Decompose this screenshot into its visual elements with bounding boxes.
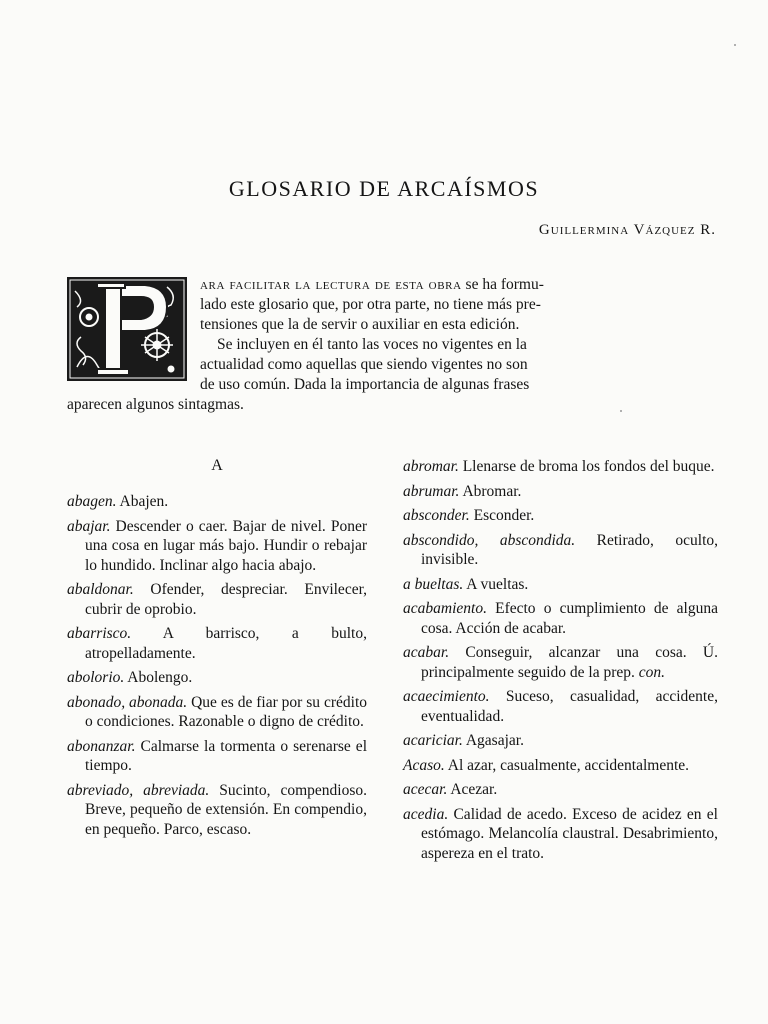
- intro-line-2: lado este glosario que, por otra parte, no tiene más pre-: [200, 296, 541, 313]
- entry-definition: A vueltas.: [463, 575, 529, 593]
- entry-definition: Ofender, despreciar. Envilecer, cubrir de oprobio.: [85, 581, 367, 618]
- glossary-entry: [403, 643, 718, 682]
- entry-headword: abajar.: [67, 517, 111, 535]
- entry-definition: Acezar.: [447, 781, 498, 798]
- entry-definition: Llenarse de broma los fondos del buque.: [458, 458, 715, 475]
- entry-headword: acedia.: [403, 805, 449, 823]
- glossary-entry: [403, 457, 718, 477]
- entry-headword: abonado, abonada.: [67, 693, 188, 711]
- section-letter: A: [211, 457, 223, 474]
- entry-headword: acecar.: [403, 781, 448, 798]
- intro-line-5: actualidad como aquellas que siendo vigentes no son: [200, 356, 528, 373]
- entry-definition-italic-tail: con.: [638, 663, 666, 681]
- glossary-entry: [403, 687, 718, 726]
- entry-headword: acabamiento.: [403, 600, 487, 617]
- entry-definition: Calmarse la tormenta o serenarse el tiempo.: [85, 737, 367, 774]
- author-name: Guillermina Vázquez R.: [538, 222, 716, 238]
- entry-headword: abarrisco.: [67, 625, 132, 642]
- entry-definition: Calidad de acedo. Exceso de acidez en el estómago. Melancolía claustral. Desabrimiento, aspereza en el trato.: [421, 805, 718, 862]
- page-title: GLOSARIO DE ARCAÍSMOS: [228, 176, 540, 201]
- glossary-entry: [67, 624, 367, 663]
- entry-definition: Suceso, casualidad, accidente, eventualidad.: [421, 688, 718, 725]
- glossary-entry: [403, 805, 718, 864]
- entry-definition: Abajen.: [116, 493, 169, 510]
- glossary-entry: [403, 575, 718, 595]
- entry-definition: Que es de fiar por su crédito o condiciones. Razonable o digno de crédito.: [85, 693, 368, 730]
- entry-definition: A barrisco, a bulto, atropelladamente.: [85, 625, 367, 662]
- entry-headword: Acaso.: [403, 756, 445, 774]
- intro-line-4: Se incluyen en él tanto las voces no vigentes en la: [217, 336, 527, 353]
- intro-line-1-rest: se ha formu-: [461, 276, 544, 293]
- glossary-entry: [403, 531, 718, 570]
- entry-definition: Sucinto, compendioso. Breve, pequeño de extensión. En compendio, en pequeño. Parco, escaso.: [85, 781, 367, 838]
- entry-definition: Abolengo.: [124, 669, 193, 686]
- entry-headword: abrumar.: [403, 482, 460, 500]
- entry-definition: Descender o caer. Bajar de nivel. Poner una cosa en lugar más bajo. Hundir o rebajar lo hundido. Inclinar algo hacia abajo.: [85, 517, 367, 574]
- intro-line-3: tensiones que la de servir o auxiliar en esta edición.: [200, 316, 520, 333]
- entry-headword: abscondido, abscondida.: [403, 531, 576, 549]
- intro-lead-smallcaps: ara facilitar la lectura de esta obra: [200, 276, 462, 293]
- glossary-entry: [67, 517, 367, 576]
- entry-definition: Conseguir, alcanzar una cosa. Ú. principalmente seguido de la prep.: [421, 644, 718, 681]
- entry-definition: Agasajar.: [462, 732, 524, 749]
- glossary-entry: [403, 756, 718, 776]
- intro-line-7: aparecen algunos sintagmas.: [67, 396, 244, 413]
- glossary-column-right: [403, 457, 718, 868]
- glossary-column-left: [67, 456, 367, 844]
- speck: [734, 44, 736, 46]
- entry-headword: acaecimiento.: [403, 688, 490, 705]
- speck: [620, 410, 622, 412]
- entry-definition: Efecto o cumplimiento de alguna cosa. Acción de acabar.: [421, 600, 718, 637]
- entry-definition: Esconder.: [469, 507, 535, 524]
- entry-headword: abonanzar.: [67, 737, 136, 755]
- entry-headword: a bueltas.: [403, 575, 464, 593]
- intro-line-1: [67, 275, 717, 295]
- entry-headword: acariciar.: [403, 732, 463, 749]
- entry-headword: abaldonar.: [67, 581, 134, 598]
- entry-headword: abagen.: [67, 493, 117, 510]
- glossary-entry: [403, 599, 718, 638]
- entry-headword: abolorio.: [67, 669, 125, 686]
- entry-headword: abreviado, abreviada.: [67, 781, 210, 799]
- glossary-entry: [403, 506, 718, 526]
- glossary-entry: [403, 482, 718, 502]
- glossary-entry: [67, 693, 367, 732]
- glossary-entry: [67, 668, 367, 688]
- glossary-entry: [67, 737, 367, 776]
- entry-definition: Retirado, oculto, invisible.: [421, 531, 718, 568]
- glossary-entry: [403, 780, 718, 800]
- intro-line-6: de uso común. Dada la importancia de algunas frases: [200, 376, 530, 393]
- glossary-entry: [67, 781, 367, 840]
- entry-definition: Abromar.: [459, 482, 522, 500]
- glossary-entry: [403, 731, 718, 751]
- entry-definition: Al azar, casualmente, accidentalmente.: [444, 756, 690, 774]
- glossary-entry: [67, 580, 367, 619]
- entry-headword: abromar.: [403, 458, 459, 475]
- glossary-entry: [67, 492, 367, 512]
- intro-paragraph: [67, 275, 717, 415]
- entry-headword: acabar.: [403, 644, 450, 661]
- entry-headword: absconder.: [403, 507, 470, 524]
